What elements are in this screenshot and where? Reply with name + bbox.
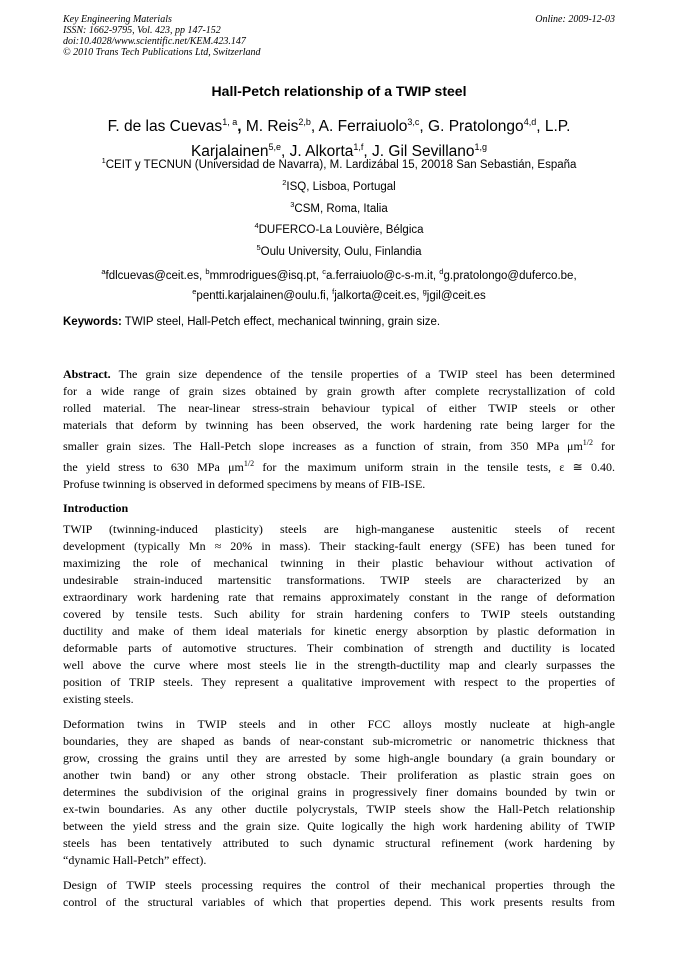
paragraph-line: ductility and make of them ideal materials for kinetic energy absorption by plastic deformation in bbox=[63, 624, 615, 638]
abstract-line: Profuse twinning is observed in deformed specimens by means of FIB-ISE. bbox=[63, 477, 426, 491]
intro-paragraph-3 bbox=[63, 877, 615, 911]
email-sup: c bbox=[322, 267, 326, 276]
author: F. de las Cuevas bbox=[107, 118, 223, 136]
intro-paragraph-2 bbox=[63, 716, 615, 869]
author-sup: 2,b bbox=[298, 117, 311, 127]
journal-name: Key Engineering Materials bbox=[63, 14, 172, 25]
abstract-text: the yield stress to 630 MPa μm bbox=[63, 460, 244, 474]
paragraph-line: control of the structural variables of which that properties depend. This work presents results from bbox=[63, 895, 615, 909]
paragraph-line: another twin band) or any other strong obstacle. Their proliferation as plastic strain goes on bbox=[63, 768, 615, 782]
abstract-line: materials that deform by twinning has been observed, the work hardening rate being larger for the bbox=[63, 418, 615, 432]
paragraph-line: maximizing the role of mechanical twinning in their plastic behaviour without activation of bbox=[63, 556, 615, 570]
email: mmrodrigues@isq.pt bbox=[209, 269, 316, 282]
keywords-label: Keywords: bbox=[63, 316, 122, 328]
paragraph-line: boundaries, they are shaped as bands of near-constant sub-micrometric or nanometric thickness that bbox=[63, 734, 615, 748]
abstract-line: for a wide range of grain sizes obtained by grain growth after complete recrystallization of cold bbox=[63, 384, 615, 398]
keywords bbox=[63, 316, 440, 328]
paragraph-line: between the yield stress and the grain size. Quite logically the high work hardening ability of TWIP bbox=[63, 819, 615, 833]
affiliation bbox=[0, 156, 678, 171]
abstract-text: The grain size dependence of the tensile properties of a TWIP steel has been determined bbox=[118, 367, 615, 381]
affiliation-sup: 3 bbox=[290, 200, 295, 209]
author-sup: 5,e bbox=[268, 142, 282, 153]
intro-paragraph-1 bbox=[63, 521, 615, 708]
email-sup: b bbox=[205, 267, 210, 276]
exponent: 1/2 bbox=[243, 459, 255, 468]
paragraph-line: TWIP (twinning-induced plasticity) steels are high-manganese austenitic steels of recent bbox=[63, 522, 615, 536]
abstract-line bbox=[63, 366, 615, 383]
abstract-line bbox=[63, 455, 615, 476]
abstract-text: for bbox=[601, 439, 615, 453]
email: jalkorta@ceit.es bbox=[334, 289, 417, 302]
author-sup: 4,d bbox=[523, 117, 537, 127]
abstract-line: rolled material. The near-linear stress-strain behaviour typical of either TWIP steels or other bbox=[63, 401, 615, 415]
email-list: $^a$fdlcuevas@ceit.es, $^b$mmrodrigues@isq.pt, $^c$a.ferraiuolo@c-s-m.it, $^d$g.pratolongo@duferco.be, $^e$pentti.karjalainen@oulu.fi, $^f$jalkorta@ceit.es, $^g$jgil@ceit.es bbox=[101, 267, 577, 302]
author-sup: 1,f bbox=[353, 142, 364, 153]
affiliation-text: CEIT y TECNUN (Universidad de Navarra), M. Lardizábal 15, 20018 San Sebastián, España bbox=[105, 158, 577, 171]
affiliation-text: ISQ, Lisboa, Portugal bbox=[286, 180, 396, 193]
paragraph-line: determines the subdivision of the original grains in progressively finer domains bounded by twin or bbox=[63, 785, 615, 799]
email-sup: g bbox=[422, 286, 427, 296]
author-sup: 3,c bbox=[407, 117, 420, 127]
email-sup: d bbox=[439, 267, 444, 276]
author-sup: 1, a bbox=[222, 117, 238, 127]
email-sup: f bbox=[332, 286, 335, 296]
paragraph-line: grow, crossing the grains until they are arrested by some high-angle boundary (a grain boundary or bbox=[63, 751, 615, 765]
author-list: F. de las Cuevas$^{1, a}$, M. Reis$^{2,b}$, A. Ferraiuolo$^{3,c}$, G. Pratolongo$^{4,d}$, L.P. Karjalainen$^{5,e}$, J. Alkorta$^{1,f}$, J. Gil Sevillano$^{1,g}$ bbox=[107, 117, 571, 161]
author: A. Ferraiuolo bbox=[318, 118, 408, 136]
affiliation bbox=[0, 178, 678, 193]
paragraph-line: position of TRIP steels. They represent a qualitative improvement with respect to the properties of bbox=[63, 675, 615, 689]
email: a.ferraiuolo@c-s-m.it bbox=[326, 269, 433, 282]
email: fdlcuevas@ceit.es bbox=[105, 269, 200, 282]
email-sup: e bbox=[192, 286, 197, 296]
author: J. Gil Sevillano bbox=[372, 143, 475, 161]
paragraph-line: ex-twin boundaries. As any other ductile polycrystals, TWIP steels show the Hall-Petch relationship bbox=[63, 802, 615, 816]
email: g.pratolongo@duferco.be bbox=[443, 269, 574, 282]
email-sup: a bbox=[101, 267, 106, 276]
affiliation bbox=[0, 243, 678, 258]
paragraph-line: “dynamic Hall-Petch” effect). bbox=[63, 853, 207, 867]
journal-issn: ISSN: 1662-9795, Vol. 423, pp 147-152 bbox=[63, 25, 221, 36]
affiliation-text: Oulu University, Oulu, Finlandia bbox=[260, 245, 422, 258]
affiliation-sup: 2 bbox=[282, 178, 287, 187]
journal-copyright: © 2010 Trans Tech Publications Ltd, Switzerland bbox=[63, 47, 261, 58]
keywords-text: TWIP steel, Hall-Petch effect, mechanical twinning, grain size. bbox=[124, 316, 441, 328]
paragraph-line: Deformation twins in TWIP steels and in other FCC alloys mostly nucleate at high-angle bbox=[63, 717, 615, 731]
affiliation-sup: 4 bbox=[254, 221, 259, 230]
author: M. Reis bbox=[245, 118, 299, 136]
abstract-text: for the maximum uniform strain in the tensile tests, ε ≅ 0.40. bbox=[262, 460, 615, 474]
paragraph-line: well above the curve where most steels lie in the strength-ductility map and clearly surpasses the bbox=[63, 658, 615, 672]
abstract-text: smaller grain sizes. The Hall-Petch slope increases as a function of strain, from 350 MPa μm bbox=[63, 439, 583, 453]
journal-header bbox=[63, 14, 261, 58]
paragraph-line: extraordinary work hardening rate that remains approximately constant in the range of deformation bbox=[63, 590, 615, 604]
paragraph-line: undesirable strain-induced martensitic transformations. TWIP steels are characterized by an bbox=[63, 573, 615, 587]
paragraph-line: covered by tensile tests. Such ability for strain hardening confers to TWIP steels outstanding bbox=[63, 607, 615, 621]
affiliation-sup: 5 bbox=[256, 243, 261, 252]
affiliation-text: CSM, Roma, Italia bbox=[294, 202, 388, 215]
author: L.P. Karjalainen bbox=[190, 118, 571, 161]
abstract bbox=[63, 366, 615, 493]
section-heading-introduction: Introduction bbox=[63, 501, 129, 515]
affiliation bbox=[0, 221, 678, 236]
journal-doi: doi:10.4028/www.scientific.net/KEM.423.147 bbox=[63, 36, 246, 47]
author-sup: 1,g bbox=[474, 142, 488, 153]
paragraph-line: existing steels. bbox=[63, 692, 134, 706]
affiliation-text: DUFERCO-La Louvière, Bélgica bbox=[258, 223, 424, 236]
abstract-label: Abstract. bbox=[63, 367, 111, 381]
online-date: Online: 2009-12-03 bbox=[535, 14, 615, 25]
abstract-line bbox=[63, 434, 615, 455]
author: G. Pratolongo bbox=[428, 118, 524, 136]
paragraph-line: Design of TWIP steels processing requires the control of their mechanical properties through the bbox=[63, 878, 615, 892]
author: J. Alkorta bbox=[289, 143, 354, 161]
email: pentti.karjalainen@oulu.fi bbox=[196, 289, 326, 302]
paragraph-line: development (typically Mn ≈ 20% in mass). Their stacking-fault energy (SFE) has been tuned for bbox=[63, 539, 615, 553]
paragraph-line: deformable parts of automotive structures. Their combination of strength and ductility is located bbox=[63, 641, 615, 655]
exponent: 1/2 bbox=[582, 438, 594, 447]
affiliation bbox=[0, 200, 678, 215]
affiliation-sup: 1 bbox=[101, 156, 106, 165]
email: jgil@ceit.es bbox=[426, 289, 486, 302]
paper-title: Hall-Petch relationship of a TWIP steel bbox=[211, 83, 467, 99]
paragraph-line: steels has been tentatively attributed to such dynamic structural refinement (work hardening by bbox=[63, 836, 615, 850]
